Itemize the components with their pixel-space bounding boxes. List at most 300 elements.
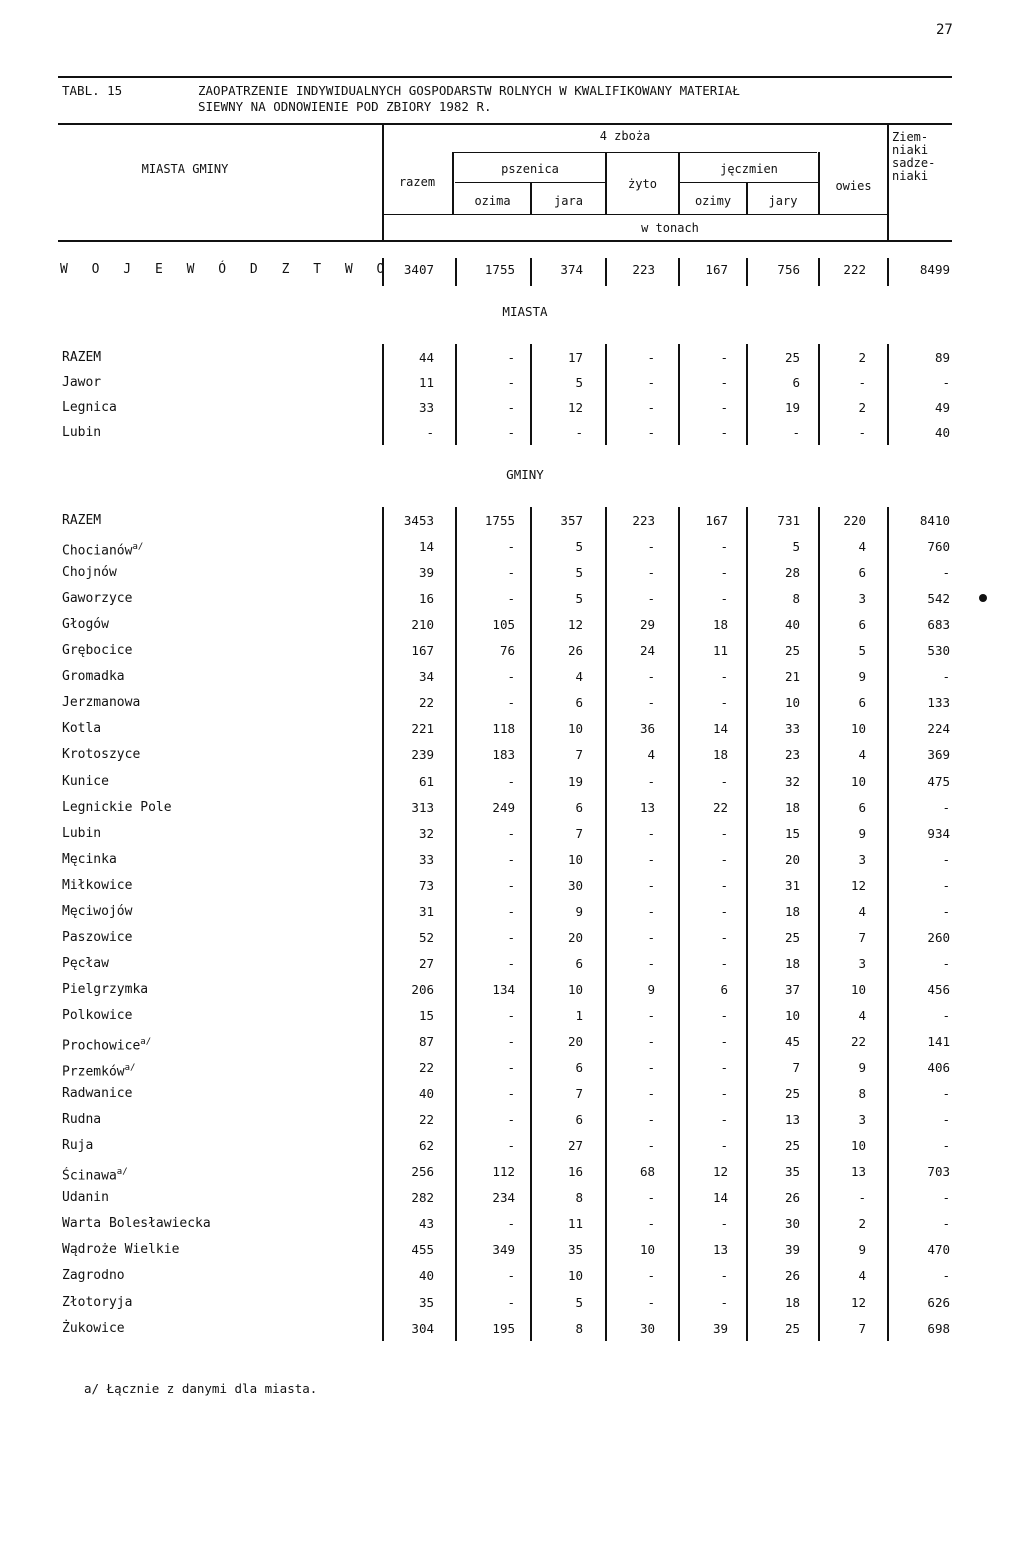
top-rule [58, 76, 952, 78]
table-row [0, 770, 1024, 794]
table-row [0, 926, 1024, 950]
table-cell: - [507, 1034, 515, 1049]
row-name [62, 978, 148, 1002]
table-cell: 3 [858, 1112, 866, 1127]
row-name-text: Wądroże Wielkie [62, 1242, 180, 1257]
table-cell: 76 [499, 643, 515, 658]
table-cell: 3 [858, 852, 866, 867]
table-cell: - [507, 878, 515, 893]
table-cell: 9 [858, 669, 866, 684]
column-rule [530, 344, 532, 445]
table-cell: 731 [777, 513, 800, 528]
table-cell: 10 [784, 1008, 800, 1023]
row-name [62, 1108, 101, 1132]
table-cell: 6 [858, 695, 866, 710]
table-cell: - [647, 1138, 655, 1153]
row-name-text: Grębocice [62, 643, 133, 658]
table-cell: 13 [784, 1112, 800, 1127]
row-name [62, 796, 172, 820]
table-cell: - [720, 695, 728, 710]
column-rule [887, 258, 889, 286]
table-cell: 8 [858, 1086, 866, 1101]
table-cell: 703 [927, 1164, 950, 1179]
table-cell: 39 [712, 1321, 728, 1336]
table-cell: 25 [784, 350, 800, 365]
column-rule [455, 258, 457, 286]
table-cell: - [507, 350, 515, 365]
footnote-marker: a/ [116, 1167, 128, 1177]
table-cell: 683 [927, 617, 950, 632]
table-cell: - [507, 1295, 515, 1310]
table-cell: 10 [850, 1138, 866, 1153]
col-jara-header: jara [554, 194, 583, 208]
column-rule [605, 344, 607, 445]
table-cell: 167 [705, 513, 728, 528]
table-cell: 17 [567, 350, 583, 365]
table-cell: 626 [927, 1295, 950, 1310]
row-name-text: Legnickie Pole [62, 800, 172, 815]
table-cell: 68 [639, 1164, 655, 1179]
table-cell: 195 [492, 1321, 515, 1336]
table-row [0, 639, 1024, 663]
table-cell: 118 [492, 721, 515, 736]
table-cell: 26 [784, 1268, 800, 1283]
table-cell: 18 [712, 747, 728, 762]
header-divider [452, 152, 817, 153]
row-name [62, 1134, 93, 1158]
row-name [62, 639, 132, 663]
table-cell: 25 [784, 643, 800, 658]
table-cell: 40 [418, 1086, 434, 1101]
table-cell: 26 [784, 1190, 800, 1205]
table-cell: 3 [858, 956, 866, 971]
table-cell: 18 [784, 956, 800, 971]
table-cell: 30 [639, 1321, 655, 1336]
column-rule [746, 344, 748, 445]
table-cell: - [942, 375, 950, 390]
table-cell: 5 [575, 565, 583, 580]
table-row [0, 561, 1024, 585]
column-rule [530, 507, 532, 1341]
table-cell: 6 [575, 956, 583, 971]
table-cell: 12 [567, 617, 583, 632]
table-cell: 357 [560, 513, 583, 528]
table-cell: 40 [934, 425, 950, 440]
table-cell: 1755 [484, 262, 515, 277]
table-cell: - [647, 425, 655, 440]
table-cell: 8 [575, 1321, 583, 1336]
table-cell: 11 [567, 1216, 583, 1231]
header-divider [887, 123, 889, 240]
table-cell: 5 [575, 539, 583, 554]
row-name [62, 848, 117, 872]
footnote-marker: a/ [124, 1063, 136, 1073]
table-cell: 249 [492, 800, 515, 815]
table-cell: - [647, 539, 655, 554]
row-name [62, 874, 132, 898]
table-cell: 206 [411, 982, 434, 997]
column-rule [818, 507, 820, 1341]
row-name-text: Chojnów [62, 565, 117, 580]
table-cell: 455 [411, 1242, 434, 1257]
table-cell: 9 [858, 1060, 866, 1075]
table-row [0, 1004, 1024, 1028]
table-cell: - [507, 400, 515, 415]
table-cell: - [507, 904, 515, 919]
table-row [0, 717, 1024, 741]
table-cell: 25 [784, 930, 800, 945]
table-cell: 45 [784, 1034, 800, 1049]
table-cell: 18 [712, 617, 728, 632]
table-cell: - [647, 1086, 655, 1101]
table-cell: 35 [784, 1164, 800, 1179]
table-cell: 18 [784, 800, 800, 815]
col-zyto-header: żyto [628, 177, 657, 191]
table-cell: - [647, 1112, 655, 1127]
table-cell: 13 [850, 1164, 866, 1179]
table-cell: 10 [567, 1268, 583, 1283]
table-cell: 39 [418, 565, 434, 580]
row-name-text: Gaworzyce [62, 591, 133, 606]
table-cell: 7 [575, 826, 583, 841]
table-cell: 5 [575, 1295, 583, 1310]
table-cell: 112 [492, 1164, 515, 1179]
table-cell: 698 [927, 1321, 950, 1336]
table-cell: 16 [418, 591, 434, 606]
table-cell: - [507, 1008, 515, 1023]
table-cell: - [647, 1008, 655, 1023]
table-title [62, 83, 740, 115]
table-cell: - [858, 1190, 866, 1205]
table-cell: - [647, 400, 655, 415]
table-cell: 4 [858, 747, 866, 762]
table-row [0, 848, 1024, 872]
table-cell: 22 [850, 1034, 866, 1049]
table-cell: 760 [927, 539, 950, 554]
table-cell: 22 [712, 800, 728, 815]
table-cell: - [507, 852, 515, 867]
footnote-marker: a/ [140, 1037, 152, 1047]
table-cell: - [507, 1268, 515, 1283]
table-cell: - [720, 1138, 728, 1153]
row-name [62, 1186, 109, 1210]
table-cell: - [507, 565, 515, 580]
table-cell: 220 [843, 513, 866, 528]
table-cell: - [507, 425, 515, 440]
table-cell: 12 [850, 878, 866, 893]
margin-dot [979, 594, 987, 602]
table-cell: - [942, 956, 950, 971]
column-rule [605, 507, 607, 1341]
table-cell: 221 [411, 721, 434, 736]
table-cell: 15 [784, 826, 800, 841]
table-cell: 6 [720, 982, 728, 997]
row-name-text: Paszowice [62, 930, 133, 945]
row-name-text: Żukowice [62, 1321, 125, 1336]
table-cell: 105 [492, 617, 515, 632]
table-cell: - [720, 852, 728, 867]
col-owies-header: owies [835, 179, 872, 193]
column-rule [887, 344, 889, 445]
table-row [0, 587, 1024, 611]
table-row [0, 1291, 1024, 1315]
table-cell: 1755 [484, 513, 515, 528]
table-row [0, 1082, 1024, 1106]
table-cell: - [647, 1190, 655, 1205]
table-cell: 141 [927, 1034, 950, 1049]
row-name-text: Prochowice [62, 1038, 141, 1054]
row-name-text: Gromadka [62, 669, 125, 684]
table-cell: - [720, 1268, 728, 1283]
table-cell: 28 [784, 565, 800, 580]
unit-label: w tonach [641, 221, 699, 235]
row-name-text: Polkowice [62, 1008, 133, 1023]
table-cell: 14 [418, 539, 434, 554]
table-cell: 4 [858, 539, 866, 554]
table-cell: 3453 [403, 513, 434, 528]
table-cell: 934 [927, 826, 950, 841]
table-row [0, 1160, 1024, 1184]
section-title: MIASTA [502, 304, 548, 319]
table-cell: 25 [784, 1138, 800, 1153]
column-rule [818, 344, 820, 445]
table-cell: - [647, 826, 655, 841]
table-row [0, 1134, 1024, 1158]
row-name-text: Pęcław [62, 956, 109, 971]
table-cell: 542 [927, 591, 950, 606]
table-cell: - [647, 1216, 655, 1231]
table-cell: 239 [411, 747, 434, 762]
table-cell: - [720, 375, 728, 390]
row-name [62, 346, 101, 370]
table-cell: - [720, 1086, 728, 1101]
table-cell: 13 [712, 1242, 728, 1257]
table-cell: 1 [575, 1008, 583, 1023]
header-divider [383, 214, 887, 215]
table-cell: - [647, 1268, 655, 1283]
table-cell: 4 [858, 904, 866, 919]
table-cell: 18 [784, 904, 800, 919]
column-rule [678, 258, 680, 286]
row-name-text: Legnica [62, 400, 117, 415]
table-cell: - [942, 1138, 950, 1153]
table-cell: - [575, 425, 583, 440]
row-name [62, 1264, 125, 1288]
row-name-text: Męcinka [62, 852, 117, 867]
table-cell: - [720, 565, 728, 580]
page-number: 27 [936, 22, 953, 38]
table-cell: 9 [647, 982, 655, 997]
table-cell: - [720, 774, 728, 789]
table-cell: 10 [850, 721, 866, 736]
table-cell: - [792, 425, 800, 440]
row-name [62, 717, 101, 741]
table-cell: - [942, 1112, 950, 1127]
table-row [0, 822, 1024, 846]
column-rule [455, 344, 457, 445]
table-cell: 3 [858, 591, 866, 606]
row-name-text: Złotoryja [62, 1295, 133, 1310]
table-cell: - [507, 1060, 515, 1075]
table-cell: 10 [639, 1242, 655, 1257]
table-cell: 20 [567, 1034, 583, 1049]
column-rule [455, 507, 457, 1341]
header-divider [452, 152, 454, 214]
table-cell: 7 [575, 747, 583, 762]
row-name-text: Rudna [62, 1112, 102, 1127]
table-cell: 26 [567, 643, 583, 658]
table-cell: - [647, 1060, 655, 1075]
title-line-2: SIEWNY NA ODNOWIENIE POD ZBIORY 1982 R. [198, 99, 492, 114]
table-cell: 40 [784, 617, 800, 632]
column-rule [530, 258, 532, 286]
row-name-text: Pielgrzymka [62, 982, 149, 997]
table-cell: 456 [927, 982, 950, 997]
table-cell: - [647, 852, 655, 867]
footnote-marker: a/ [132, 542, 144, 552]
table-cell: 39 [784, 1242, 800, 1257]
col-pszenica-header: pszenica [501, 162, 559, 176]
table-cell: 23 [784, 747, 800, 762]
table-cell: 7 [858, 930, 866, 945]
table-cell: - [426, 425, 434, 440]
voivodeship-row [0, 258, 1024, 282]
column-rule [746, 258, 748, 286]
table-cell: - [720, 591, 728, 606]
table-cell: 14 [712, 721, 728, 736]
table-cell: 134 [492, 982, 515, 997]
table-cell: - [942, 669, 950, 684]
table-cell: 349 [492, 1242, 515, 1257]
table-cell: - [647, 375, 655, 390]
row-name [62, 665, 125, 689]
table-cell: 223 [632, 262, 655, 277]
table-cell: 256 [411, 1164, 434, 1179]
table-cell: 282 [411, 1190, 434, 1205]
table-cell: 27 [567, 1138, 583, 1153]
row-name [62, 1238, 179, 1262]
table-cell: 4 [858, 1008, 866, 1023]
table-cell: 11 [418, 375, 434, 390]
column-rule [382, 507, 384, 1341]
table-cell: 35 [418, 1295, 434, 1310]
table-cell: 304 [411, 1321, 434, 1336]
row-name [62, 1030, 151, 1058]
table-cell: 2 [858, 1216, 866, 1231]
table-cell: 20 [567, 930, 583, 945]
table-row [0, 691, 1024, 715]
col-zboza-header: 4 zboża [599, 129, 651, 143]
row-name-text: Miłkowice [62, 878, 133, 893]
table-cell: 12 [712, 1164, 728, 1179]
row-name [62, 396, 117, 420]
table-cell: 33 [418, 400, 434, 415]
table-row [0, 1056, 1024, 1080]
row-name-text: Kotla [62, 721, 102, 736]
table-row [0, 978, 1024, 1002]
row-name [62, 371, 101, 395]
table-cell: 89 [934, 350, 950, 365]
table-cell: - [942, 800, 950, 815]
table-row [0, 1030, 1024, 1054]
table-cell: - [720, 1216, 728, 1231]
table-cell: 12 [567, 400, 583, 415]
table-cell: - [507, 826, 515, 841]
table-cell: - [720, 400, 728, 415]
column-rule [678, 507, 680, 1341]
row-name [62, 1212, 211, 1236]
row-name [62, 1056, 135, 1084]
row-name-text: Udanin [62, 1190, 109, 1205]
table-row [0, 346, 1024, 370]
table-cell: 5 [792, 539, 800, 554]
table-cell: - [720, 669, 728, 684]
table-cell: 87 [418, 1034, 434, 1049]
table-cell: - [942, 852, 950, 867]
table-cell: 11 [712, 643, 728, 658]
table-cell: 20 [784, 852, 800, 867]
table-cell: - [720, 350, 728, 365]
row-name [62, 535, 143, 563]
table-cell: 4 [858, 1268, 866, 1283]
row-name [62, 1160, 128, 1188]
table-cell: 5 [575, 591, 583, 606]
table-cell: 6 [575, 1112, 583, 1127]
table-cell: 10 [567, 721, 583, 736]
row-name-text: Zagrodno [62, 1268, 125, 1283]
column-rule [382, 344, 384, 445]
table-cell: - [858, 425, 866, 440]
table-row [0, 743, 1024, 767]
table-row [0, 1238, 1024, 1262]
table-row [0, 613, 1024, 637]
table-row [0, 1264, 1024, 1288]
table-cell: 32 [784, 774, 800, 789]
table-cell: 43 [418, 1216, 434, 1231]
row-name-text: RAZEM [62, 350, 102, 365]
table-cell: 7 [792, 1060, 800, 1075]
table-row [0, 1186, 1024, 1210]
header-top-rule [58, 123, 952, 125]
table-cell: 9 [575, 904, 583, 919]
table-cell: - [942, 1008, 950, 1023]
table-cell: - [647, 1034, 655, 1049]
row-name-text: Jerzmanowa [62, 695, 141, 710]
table-cell: 62 [418, 1138, 434, 1153]
row-name [62, 1082, 132, 1106]
table-cell: 9 [858, 826, 866, 841]
table-cell: 6 [858, 565, 866, 580]
table-cell: 33 [784, 721, 800, 736]
row-name-text: Ruja [62, 1138, 94, 1153]
table-cell: - [942, 1086, 950, 1101]
table-cell: - [720, 1008, 728, 1023]
table-cell: 14 [712, 1190, 728, 1205]
table-cell: - [647, 565, 655, 580]
row-name-text: Jawor [62, 375, 102, 390]
table-cell: 406 [927, 1060, 950, 1075]
row-name-text: Chocianów [62, 543, 133, 559]
table-cell: 31 [418, 904, 434, 919]
table-cell: - [647, 956, 655, 971]
table-cell: 475 [927, 774, 950, 789]
table-cell: 223 [632, 513, 655, 528]
table-cell: - [507, 930, 515, 945]
table-row [0, 874, 1024, 898]
table-row [0, 1317, 1024, 1341]
table-cell: 29 [639, 617, 655, 632]
col-razem-header: razem [398, 175, 436, 189]
